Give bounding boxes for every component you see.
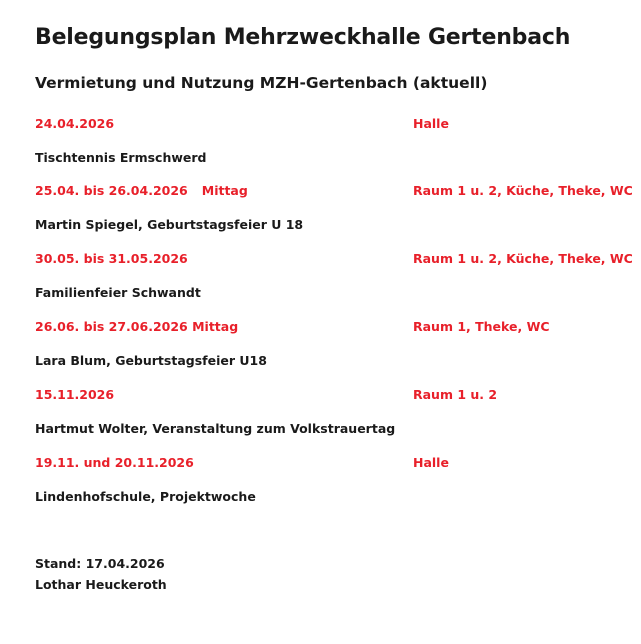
document-subtitle: Vermietung und Nutzung MZH-Gertenbach (aktuell) (35, 74, 488, 92)
entry-date (35, 183, 248, 198)
entry-room: Raum 1 u. 2 (413, 387, 498, 402)
entry-description: Martin Spiegel, Geburtstagsfeier U 18 (35, 217, 304, 232)
entry-date-range: 25.04. bis 26.04.2026 (35, 183, 188, 198)
entry-description: Lara Blum, Geburtstagsfeier U18 (35, 353, 267, 368)
entry-room: Halle (413, 455, 449, 470)
entry-date-note: Mittag (201, 183, 248, 198)
entry-description: Tischtennis Ermschwerd (35, 150, 207, 165)
entry-description: Familienfeier Schwandt (35, 285, 201, 300)
entry-description: Hartmut Wolter, Veranstaltung zum Volkstrauertag (35, 421, 396, 436)
entry-room: Raum 1, Theke, WC (413, 319, 550, 334)
entry-room: Raum 1 u. 2, Küche, Theke, WC (413, 251, 633, 266)
entry-date: 24.04.2026 (35, 116, 115, 131)
entry-room: Raum 1 u. 2, Küche, Theke, WC (413, 183, 633, 198)
entry-date: 15.11.2026 (35, 387, 115, 402)
entry-date: 30.05. bis 31.05.2026 (35, 251, 188, 266)
entry-date: 19.11. und 20.11.2026 (35, 455, 194, 470)
status-date: Stand: 17.04.2026 (35, 556, 165, 571)
entry-description: Lindenhofschule, Projektwoche (35, 489, 256, 504)
entry-room: Halle (413, 116, 449, 131)
entry-date: 26.06. bis 27.06.2026 Mittag (35, 319, 239, 334)
author-name: Lothar Heuckeroth (35, 577, 167, 592)
document-title: Belegungsplan Mehrzweckhalle Gertenbach (35, 25, 571, 50)
